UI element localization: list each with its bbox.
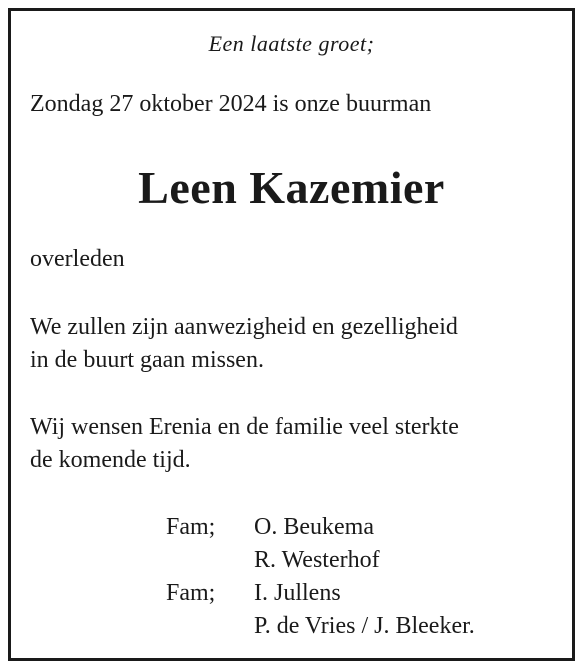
status-text: overleden <box>30 246 125 272</box>
signature-label: Fam; <box>166 514 216 540</box>
signature-name: R. Westerhof <box>254 547 380 573</box>
deceased-name: Leen Kazemier <box>138 162 445 213</box>
announcement-line: Zondag 27 oktober 2024 is onze buurman <box>30 91 432 117</box>
paragraph-1 <box>30 311 458 377</box>
paragraph-1-line: We zullen zijn aanwezigheid en gezelligheid <box>30 314 458 340</box>
paragraph-2-line: Wij wensen Erenia en de familie veel sterkte <box>30 414 459 440</box>
signature-label: Fam; <box>166 580 216 606</box>
notice-frame <box>8 8 575 661</box>
signature-name: P. de Vries / J. Bleeker. <box>254 613 475 639</box>
paragraph-2-line: de komende tijd. <box>30 447 191 473</box>
signature-name: O. Beukema <box>254 514 374 540</box>
signature-name: I. Jullens <box>254 580 341 606</box>
paragraph-1-line: in de buurt gaan missen. <box>30 347 264 373</box>
paragraph-2 <box>30 411 459 477</box>
intro-line: Een laatste groet; <box>208 31 375 56</box>
